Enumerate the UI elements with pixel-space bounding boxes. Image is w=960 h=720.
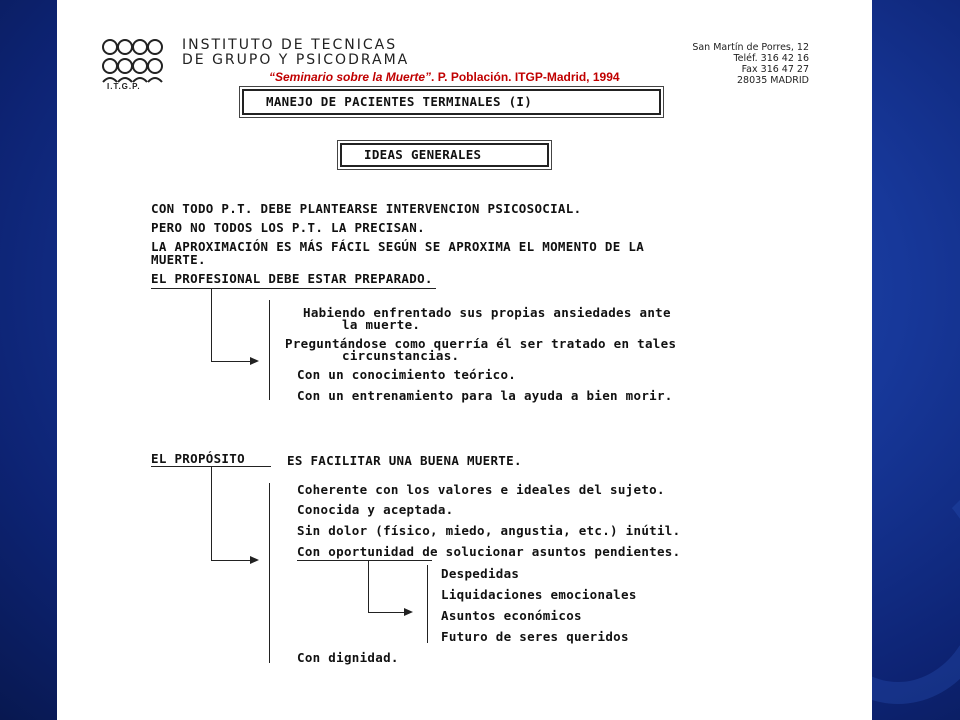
- address-fax: Fax 316 47 27: [741, 64, 809, 75]
- statement-1: CON TODO P.T. DEBE PLANTEARSE INTERVENCION PSICOSOCIAL.: [151, 201, 582, 216]
- bracket-horizontal-2: [211, 560, 251, 561]
- purpose-statement: ES FACILITAR UNA BUENA MUERTE.: [287, 453, 522, 468]
- institute-name: [182, 38, 409, 68]
- pending-item-1: Despedidas: [441, 566, 520, 581]
- bracket-horizontal-1: [211, 361, 251, 362]
- pending-item-4: Futuro de seres queridos: [441, 629, 629, 644]
- purpose-item-5: Con dignidad.: [297, 650, 399, 665]
- seminar-title: “Seminario sobre la Muerte”: [269, 70, 432, 84]
- preparation-item-2-cont: circunstancias.: [342, 348, 460, 363]
- purpose-label: EL PROPÓSITO: [151, 451, 245, 466]
- pending-item-3: Asuntos económicos: [441, 608, 582, 623]
- arrow-right-icon: [404, 608, 413, 616]
- purpose-item-4: Con oportunidad de solucionar asuntos pendientes.: [297, 544, 681, 559]
- list-bar-2: [269, 483, 270, 663]
- institute-address: [669, 42, 809, 86]
- statement-4: EL PROFESIONAL DEBE ESTAR PREPARADO.: [151, 271, 433, 286]
- bracket-horizontal-3: [368, 612, 405, 613]
- institute-line-2: DE GRUPO Y PSICODRAMA: [182, 52, 410, 68]
- underline-pending: [297, 560, 432, 561]
- itgp-logo-icon: [101, 38, 163, 88]
- seminar-source: . P. Población. ITGP-Madrid, 1994: [431, 70, 620, 84]
- title-box: [242, 89, 661, 115]
- ideas-box: [340, 143, 549, 167]
- pending-item-2: Liquidaciones emocionales: [441, 587, 637, 602]
- preparation-item-1: Habiendo enfrentado sus propias ansiedades ante: [303, 305, 671, 320]
- preparation-item-1-cont: la muerte.: [342, 317, 421, 332]
- arrow-right-icon: [250, 556, 259, 564]
- address-street: San Martín de Porres, 12: [692, 42, 809, 53]
- statement-3: LA APROXIMACIÓN ES MÁS FÁCIL SEGÚN SE APROXIMA EL MOMENTO DE LA: [151, 239, 645, 254]
- list-bar-1: [269, 300, 270, 400]
- seminar-citation: [269, 70, 620, 84]
- bracket-vertical-1: [211, 289, 212, 362]
- preparation-item-4: Con un entrenamiento para la ayuda a bien morir.: [297, 388, 673, 403]
- purpose-item-1: Coherente con los valores e ideales del sujeto.: [297, 482, 665, 497]
- institute-line-1: INSTITUTO DE TECNICAS: [182, 37, 398, 53]
- purpose-item-3: Sin dolor (físico, miedo, angustia, etc.) inútil.: [297, 523, 681, 538]
- underline-professional: [151, 288, 436, 289]
- section-heading: IDEAS GENERALES: [364, 147, 482, 162]
- list-bar-3: [427, 565, 428, 643]
- preparation-item-2: Preguntándose como querría él ser tratado en tales: [285, 336, 677, 351]
- statement-3-cont: MUERTE.: [151, 252, 206, 267]
- address-city: 28035 MADRID: [737, 75, 809, 86]
- address-phone: Teléf. 316 42 16: [733, 53, 809, 64]
- statement-2: PERO NO TODOS LOS P.T. LA PRECISAN.: [151, 220, 425, 235]
- bracket-vertical-3: [368, 561, 369, 613]
- purpose-item-2: Conocida y aceptada.: [297, 502, 454, 517]
- preparation-item-3: Con un conocimiento teórico.: [297, 367, 517, 382]
- bracket-vertical-2: [211, 467, 212, 561]
- arrow-right-icon: [250, 357, 259, 365]
- scanned-document-page: [57, 0, 872, 720]
- document-title: MANEJO DE PACIENTES TERMINALES (I): [266, 94, 533, 109]
- logo-label: I.T.G.P.: [107, 82, 141, 91]
